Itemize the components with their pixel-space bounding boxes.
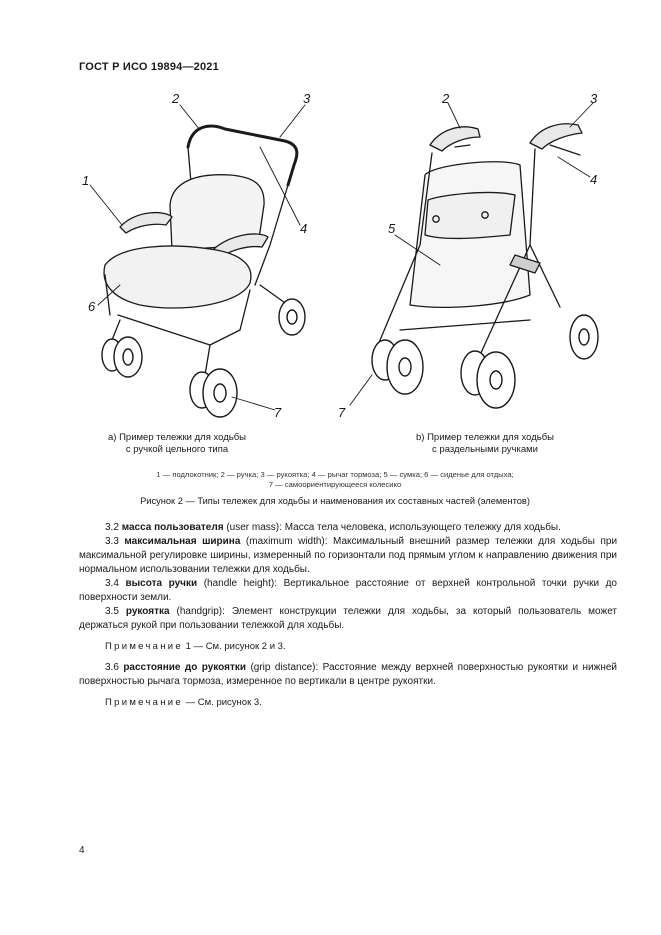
caption-walker-a xyxy=(92,432,262,456)
caption-a-line-1: а) Пример тележки для ходьбы xyxy=(108,432,246,443)
note-label: Примечание xyxy=(105,641,183,652)
definition-3-6 xyxy=(79,661,617,689)
legend-line-2: 7 — самоориентирующееся колесико xyxy=(268,480,402,489)
definition-3-2 xyxy=(79,521,617,535)
term-english: (user mass): xyxy=(226,522,282,533)
note-2 xyxy=(79,696,617,710)
document-body xyxy=(79,521,617,717)
callout-brake-lever-right: 4 xyxy=(590,172,598,187)
document-header: ГОСТ Р ИСО 19894—2021 xyxy=(79,61,219,73)
term-english: (handle height): xyxy=(203,578,277,589)
definition-3-3 xyxy=(79,535,617,577)
callout-brake-lever-left: 4 xyxy=(300,221,308,236)
callout-handle-right: 2 xyxy=(442,91,450,106)
term-english: (handgrip): xyxy=(176,606,225,617)
figure-2-illustration xyxy=(60,85,620,425)
definition-3-4 xyxy=(79,577,617,605)
callout-handle-left: 2 xyxy=(172,91,180,106)
definition-text: Масса тела человека, использующего тележку для ходьбы. xyxy=(284,522,561,533)
callout-seat: 6 xyxy=(88,299,96,314)
figure-title: Рисунок 2 — Типы тележек для ходьбы и наименования их составных частей (элементов) xyxy=(140,496,530,506)
definition-text: Элемент конструкции тележки для ходьбы, за который пользователь может держаться рукой при пользовании тележкой для ходьбы. xyxy=(79,606,618,631)
callout-bag: 5 xyxy=(388,221,396,236)
term: масса пользователя xyxy=(121,522,224,533)
walker-drawings xyxy=(60,85,620,425)
caption-a-line-2: с ручкой цельного типа xyxy=(125,444,229,455)
walker-one-piece-drawing xyxy=(90,105,308,417)
section-number: 3.2 xyxy=(105,522,119,533)
term: рукоятка xyxy=(125,606,170,617)
section-number: 3.3 xyxy=(105,536,119,547)
definition-text: Расстояние между верхней поверхностью рукоятки и нижней поверхностью рычага тормоза, измеренное по вертикали в центре рукоятки. xyxy=(79,662,617,687)
definition-text: Вертикальное расстояние от верхней контрольной точки ручки до поверхности земли. xyxy=(79,578,617,603)
note-text: — См. рисунок 3. xyxy=(183,697,262,708)
caption-b-line-2: с раздельными ручками xyxy=(432,444,538,455)
page-number: 4 xyxy=(79,845,85,856)
figure-legend xyxy=(80,470,590,490)
callout-handgrip-left: 3 xyxy=(303,91,311,106)
callout-handgrip-right: 3 xyxy=(590,91,598,106)
term-english: (maximum width): xyxy=(245,536,328,547)
term: высота ручки xyxy=(125,578,198,589)
caption-walker-b xyxy=(400,432,570,456)
caption-b-line-1: b) Пример тележки для ходьбы xyxy=(416,432,554,443)
walker-separate-handles-drawing xyxy=(350,103,598,408)
definition-text: Максимальный внешний размер тележки для ходьбы при максимальной регулировке ширины, измеренный по горизонтали под прямым углом к направлению движения при нормальном использовании тележки для ходьбы. xyxy=(79,536,618,575)
term: максимальная ширина xyxy=(124,536,241,547)
note-label: Примечание xyxy=(105,697,183,708)
section-number: 3.4 xyxy=(105,578,119,589)
definition-3-5 xyxy=(79,605,617,633)
note-1 xyxy=(79,640,617,654)
term: расстояние до рукоятки xyxy=(123,662,247,673)
section-number: 3.6 xyxy=(105,662,119,673)
term-english: (grip distance): xyxy=(250,662,319,673)
legend-line-1: 1 — подлокотник; 2 — ручка; 3 — рукоятка; 4 — рычаг тормоза; 5 — сумка; 6 — сиденье для отдыха; xyxy=(156,470,514,479)
callout-armrest: 1 xyxy=(82,173,90,188)
callout-caster-right: 7 xyxy=(338,405,346,420)
section-number: 3.5 xyxy=(105,606,119,617)
note-text: 1 — См. рисунок 2 и 3. xyxy=(183,641,286,652)
callout-caster-left: 7 xyxy=(274,405,282,420)
